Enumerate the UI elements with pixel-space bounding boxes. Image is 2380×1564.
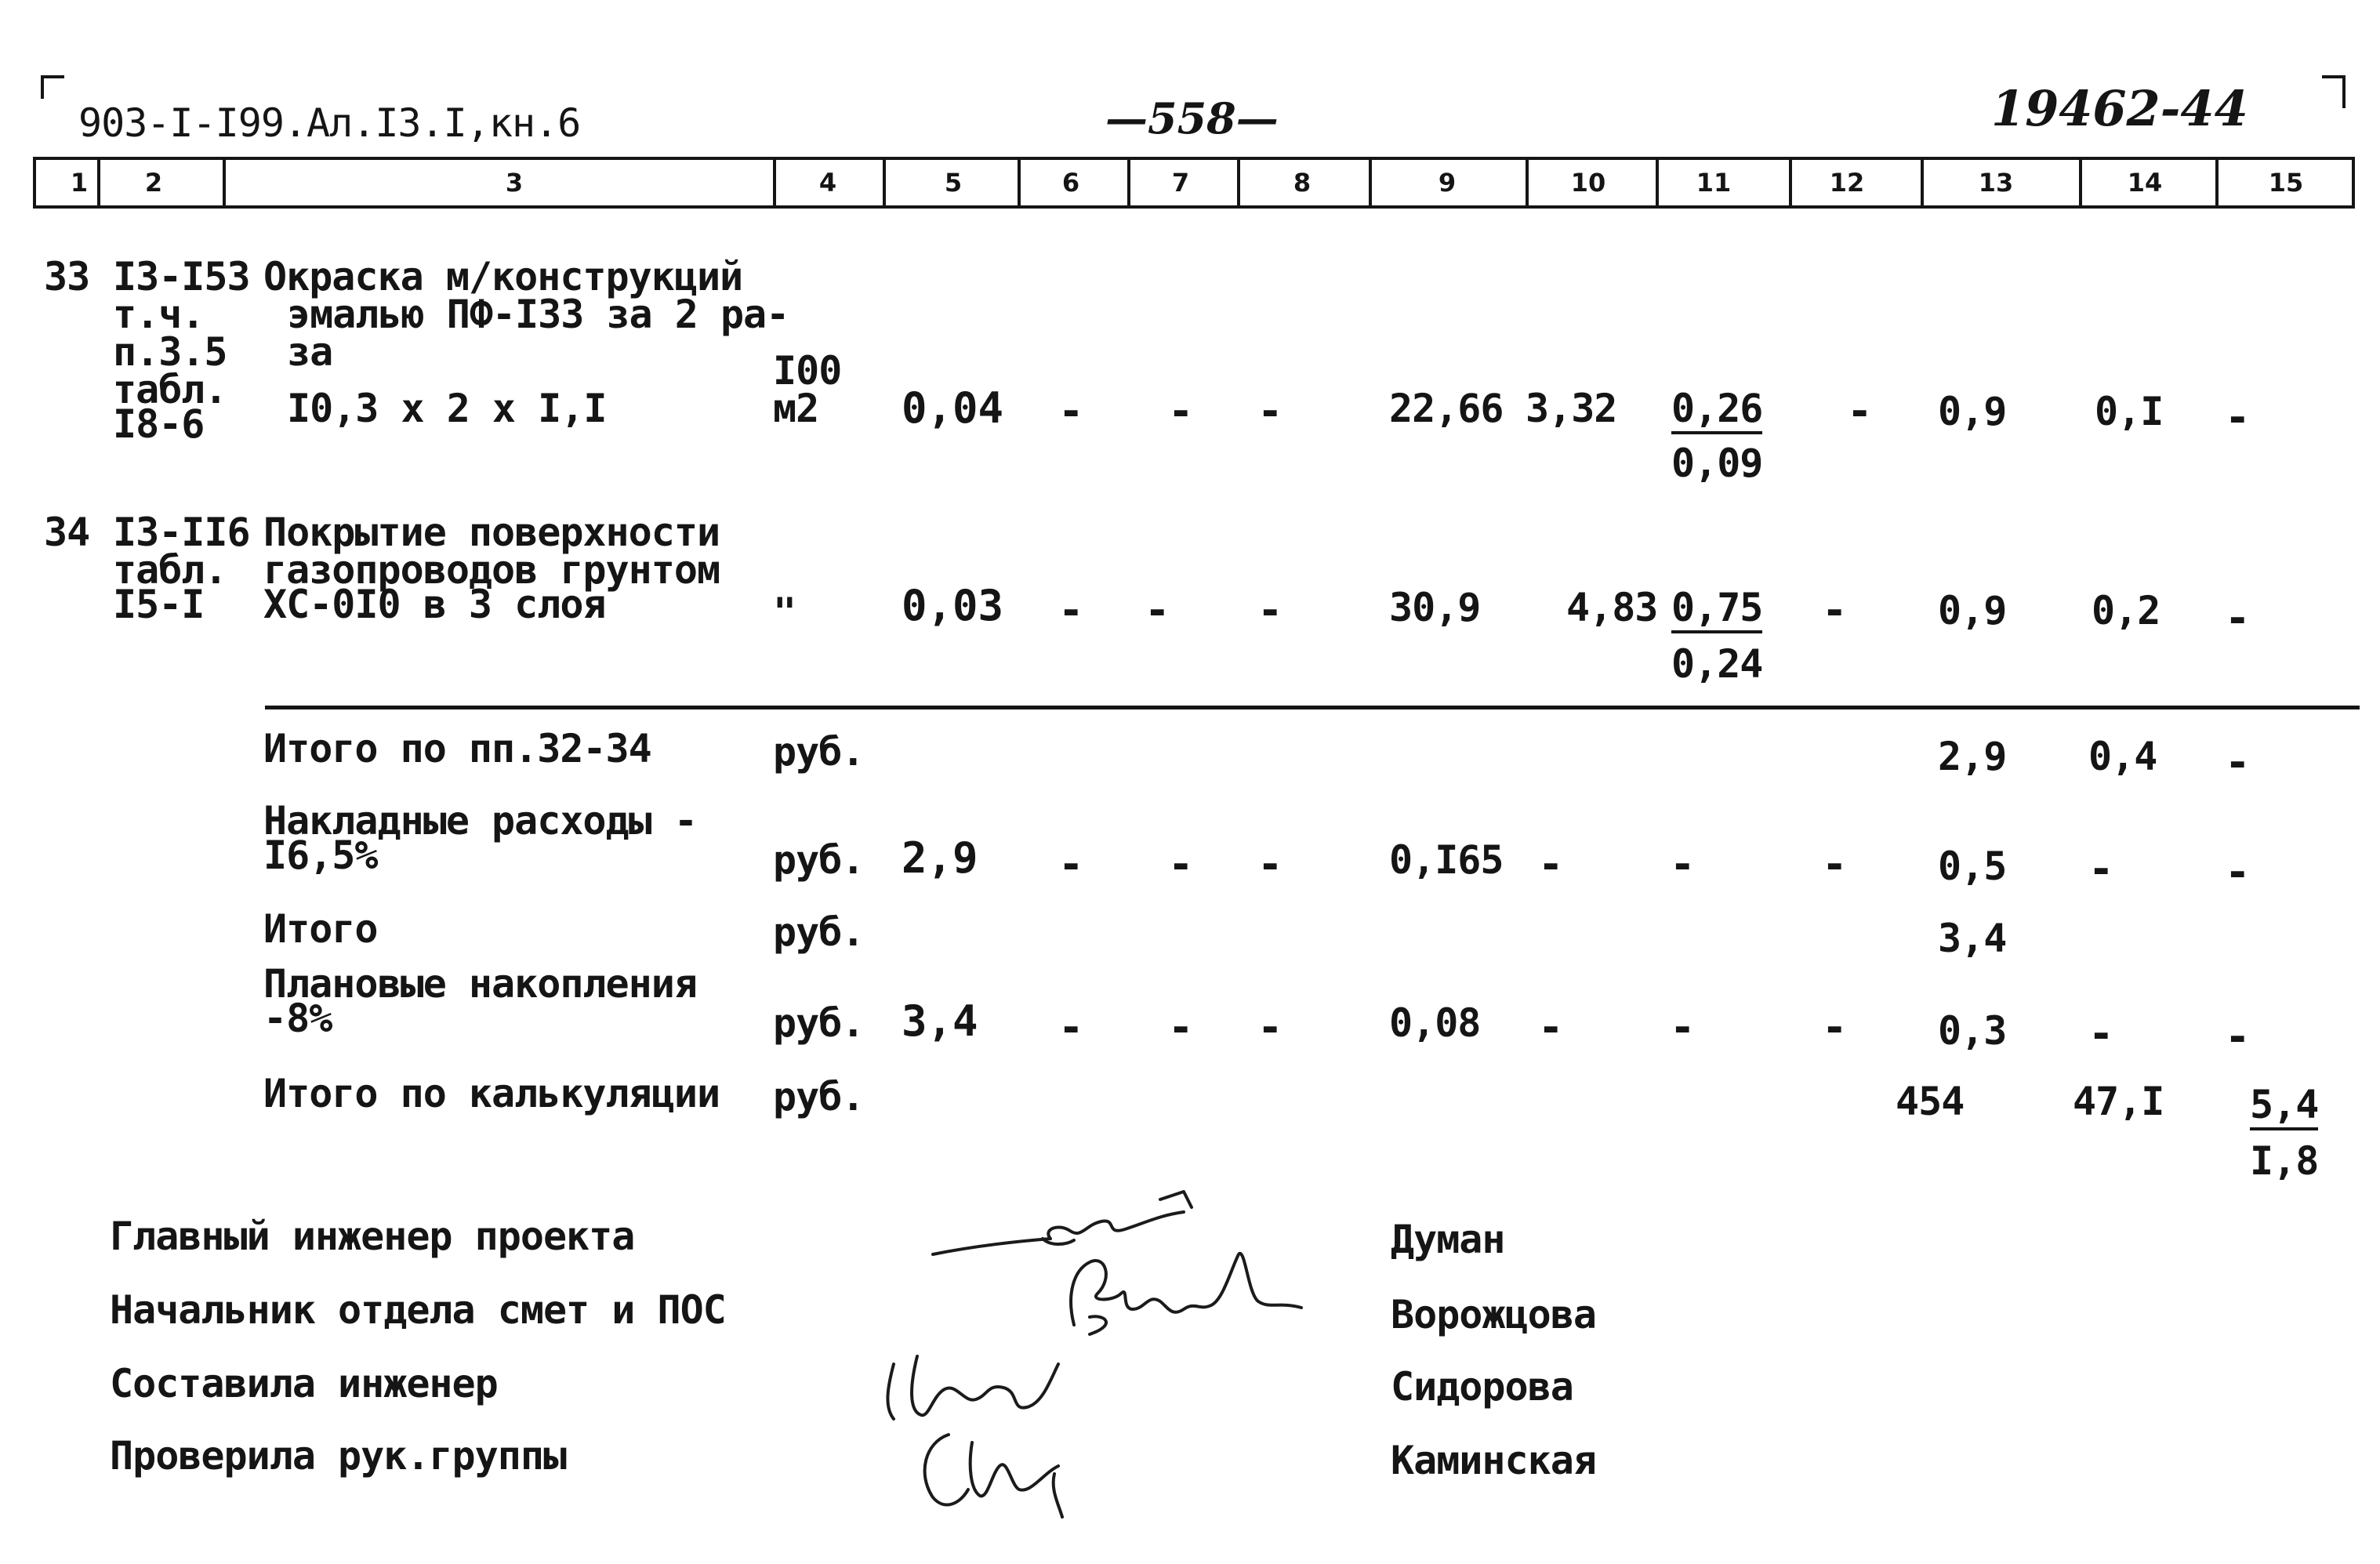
row-code-line: I3-II6 (113, 510, 250, 555)
totals-unit: руб. (773, 1074, 865, 1119)
cell-col8: - (1257, 1003, 1283, 1052)
row-code-line: I3-I53 (113, 254, 250, 299)
cell-col13: 0,3 (1938, 1008, 2007, 1054)
column-number: 1 (70, 168, 89, 198)
cell-col9: 22,66 (1389, 386, 1504, 431)
column-number: 3 (505, 168, 524, 198)
signature-role: Главный инженер проекта (110, 1214, 635, 1259)
cell-col15-numerator: 5,4 (2250, 1085, 2318, 1130)
column-number: 12 (1829, 168, 1865, 198)
row-code-line: табл. (113, 547, 227, 593)
totals-label: Итого по калькуляции (263, 1071, 720, 1116)
cell-col14: 0,I (2095, 389, 2164, 434)
cell-col13: 454 (1896, 1079, 1965, 1124)
cell-col7: - (1168, 840, 1194, 889)
column-number-row (33, 157, 2355, 209)
cell-col10: - (1538, 840, 1564, 889)
row-description-line: ХС-0I0 в 3 слоя (263, 582, 606, 627)
cell-col15-denominator: I,8 (2250, 1138, 2319, 1184)
cell-col7: - (1168, 386, 1194, 436)
cell-col7: - (1145, 586, 1170, 635)
cell-col13: 0,9 (1938, 588, 2007, 633)
cell-col6: - (1058, 840, 1084, 889)
signature-name: Каминская (1391, 1438, 1596, 1483)
row-description-line: эмалью ПФ-I33 за 2 ра- (287, 292, 789, 337)
totals-label: I6,5% (263, 833, 378, 878)
cell-col12: - (1822, 840, 1848, 889)
cell-col10: 3,32 (1526, 386, 1617, 431)
cell-col8: - (1257, 586, 1283, 635)
row-description-line: I0,3 х 2 х I,I (287, 386, 607, 431)
column-number: 4 (818, 168, 837, 198)
signature-scribble-department-head (1043, 1223, 1325, 1341)
column-number: 14 (2127, 168, 2163, 198)
cell-col8: - (1257, 840, 1283, 889)
column-number: 13 (1978, 168, 2014, 198)
column-number: 9 (1438, 168, 1457, 198)
totals-unit: руб. (773, 729, 865, 775)
corner-mark-top-right (2322, 75, 2346, 108)
column-number: 5 (944, 168, 963, 198)
row-description-line: за (287, 329, 333, 375)
cell-col11-denominator: 0,09 (1671, 441, 1763, 486)
totals-label: Плановые накопления (263, 961, 697, 1007)
document-code: 903-I-I99.Ал.I3.I,кн.6 (78, 100, 581, 146)
signature-role: Начальник отдела смет и ПОС (110, 1287, 726, 1333)
cell-col10: 4,83 (1566, 585, 1658, 630)
row-code-line: т.ч. (113, 292, 205, 337)
cell-col7: - (1168, 1003, 1194, 1052)
signature-scribble-group-lead (902, 1411, 1105, 1521)
row-description-line: Окраска м/конструкций (263, 254, 743, 299)
row-code-line: табл. (113, 367, 227, 412)
cell-col12: - (1847, 386, 1873, 436)
signature-role: Составила инженер (110, 1361, 498, 1406)
cell-col14: 0,4 (2088, 734, 2157, 779)
row-unit-ditto: " (773, 590, 796, 635)
cell-col14: 47,I (2073, 1079, 2164, 1124)
cell-col9: 0,08 (1389, 1000, 1481, 1046)
cell-col11-denominator: 0,24 (1671, 641, 1763, 687)
row-code-line: I8-6 (113, 401, 205, 447)
cell-col13: 3,4 (1938, 916, 2007, 961)
cell-col5: 2,9 (902, 833, 978, 883)
corner-mark-top-left (41, 75, 64, 99)
cell-col15: - (2225, 1012, 2251, 1061)
totals-unit: руб. (773, 1000, 865, 1046)
row-number: 33 (44, 254, 90, 299)
signature-name: Ворожцова (1391, 1292, 1596, 1337)
column-number: 10 (1570, 168, 1606, 198)
cell-col12: - (1822, 586, 1848, 635)
column-number: 8 (1293, 168, 1312, 198)
row-description-line: газопроводов грунтом (263, 547, 720, 593)
column-number: 2 (144, 168, 163, 198)
cell-col6: - (1058, 586, 1084, 635)
cell-col11-numerator: 0,26 (1671, 389, 1762, 434)
cell-col13: 2,9 (1938, 734, 2007, 779)
cell-col14: 0,2 (2092, 588, 2161, 633)
page-number: —558— (1105, 93, 1279, 143)
totals-unit: руб. (773, 909, 865, 955)
totals-label: Накладные расходы - (263, 798, 697, 844)
cell-col9: 30,9 (1389, 585, 1481, 630)
cell-col11: - (1670, 1003, 1696, 1052)
totals-unit: руб. (773, 837, 865, 883)
cell-col14: - (2088, 1009, 2114, 1058)
cell-col8: - (1257, 386, 1283, 436)
stamp-number: 19462-44 (1991, 80, 2248, 137)
row-unit-line: I00 (773, 348, 842, 394)
cell-col5: 3,4 (902, 996, 978, 1046)
totals-separator-line (265, 706, 2360, 709)
column-number: 6 (1061, 168, 1080, 198)
cell-col5: 0,04 (902, 383, 1004, 433)
cell-col10: - (1538, 1003, 1564, 1052)
column-number: 7 (1171, 168, 1190, 198)
cell-col11-numerator: 0,75 (1671, 588, 1762, 633)
cell-col12: - (1822, 1003, 1848, 1052)
column-number: 11 (1696, 168, 1732, 198)
row-description-line: Покрытие поверхности (263, 510, 720, 555)
cell-col13: 0,5 (1938, 844, 2007, 889)
cell-col15: - (2225, 393, 2251, 442)
totals-label: -8% (263, 996, 332, 1041)
cell-col6: - (1058, 1003, 1084, 1052)
cell-col15: - (2225, 738, 2251, 787)
row-code-line: I5-I (113, 582, 205, 627)
cell-col14: - (2088, 844, 2114, 894)
row-number: 34 (44, 510, 90, 555)
cell-col9: 0,I65 (1389, 837, 1504, 883)
cell-col15: - (2225, 847, 2251, 897)
cell-col13: 0,9 (1938, 389, 2007, 434)
cell-col15: - (2225, 593, 2251, 643)
cell-col11: - (1670, 840, 1696, 889)
cell-col6: - (1058, 386, 1084, 436)
totals-label: Итого по пп.32-34 (263, 726, 651, 771)
signature-name: Думан (1391, 1217, 1505, 1262)
signature-role: Проверила рук.группы (110, 1433, 567, 1479)
cell-col5: 0,03 (902, 581, 1004, 630)
row-unit-line: м2 (773, 386, 819, 431)
totals-label: Итого (263, 906, 378, 952)
column-number: 15 (2268, 168, 2304, 198)
row-code-line: п.3.5 (113, 329, 227, 375)
signature-name: Сидорова (1391, 1364, 1573, 1410)
